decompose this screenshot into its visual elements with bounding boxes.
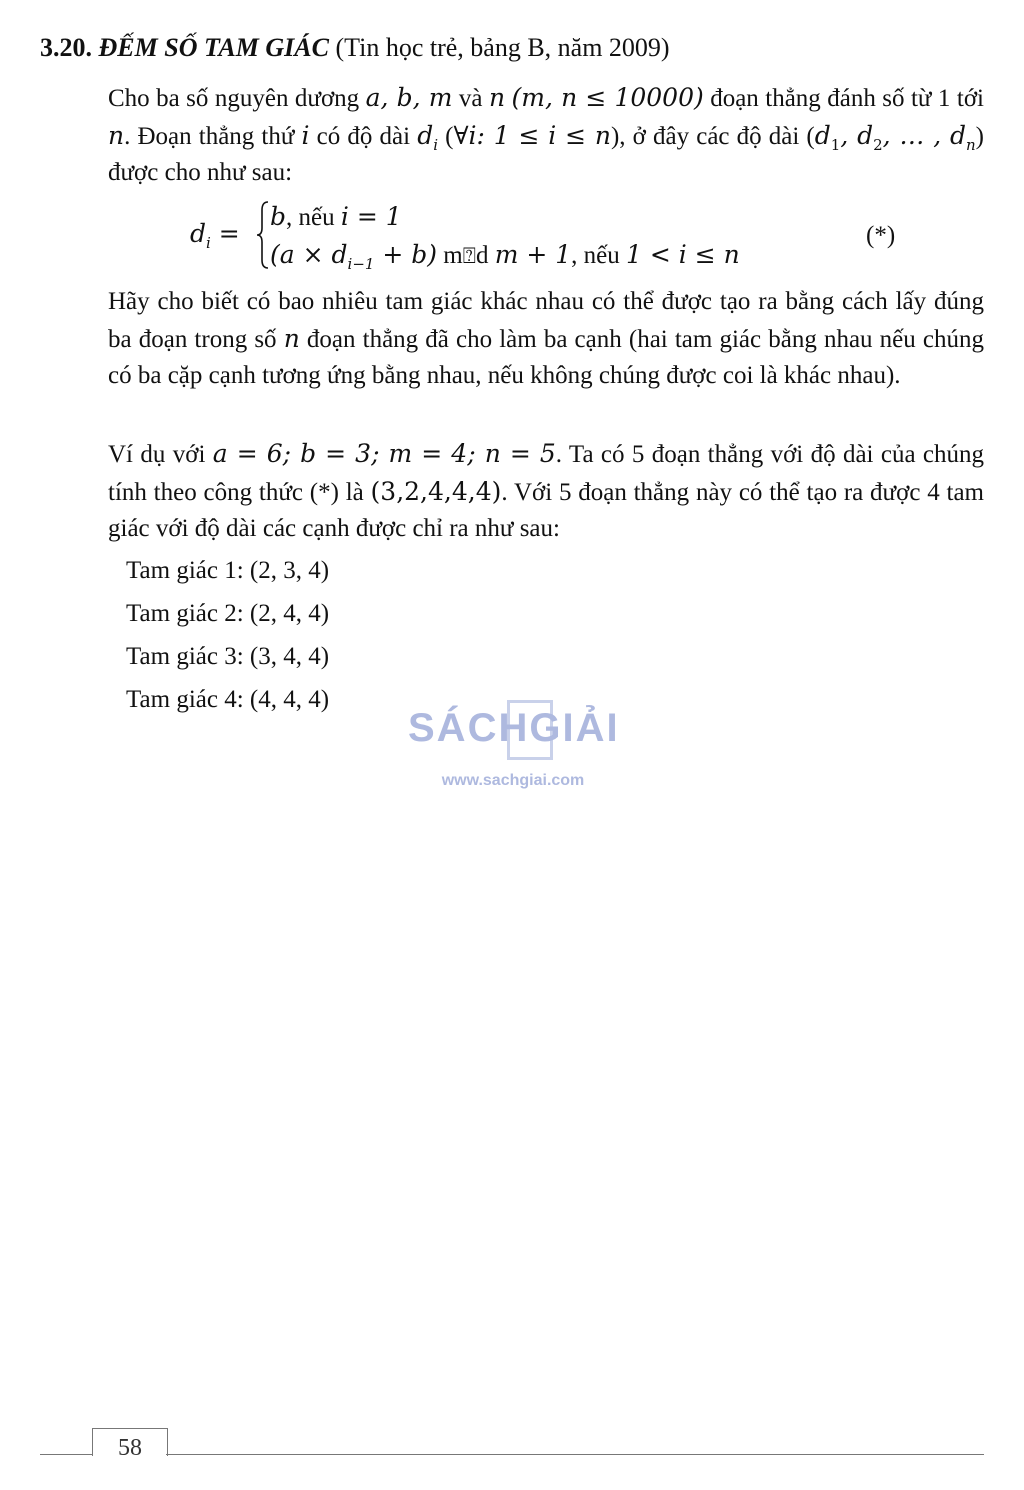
length-formula [190,198,910,278]
footer-rule-left [40,1454,92,1455]
triangle-item: Tam giác 4: (4, 4, 4) [126,686,330,713]
formula-tag: (*) [866,222,896,249]
watermark-url: www.sachgiai.com [441,772,585,789]
problem-statement-paragraph: Cho ba số nguyên dương a, b, m và n (m, n ≤ 10000) đoạn thẳng đánh số từ 1 tới n. Đoạn thẳng thứ i có độ dài $d_i$ (∀i: 1 ≤ i ≤ n), ở đây các độ dài ($d_1$, $d_2$, … , $d_n$) được cho như sau: [108,83,985,186]
question-paragraph: Hãy cho biết có bao nhiêu tam giác khác nhau có thể được tạo ra bằng cách lấy đúng ba đoạn trong số n đoạn thẳng đã cho làm ba cạnh (hai tam giác bằng nhau nếu chúng có ba cặp cạnh tương ứng bằng nhau, nếu không chúng được coi là khác nhau). [108,288,984,389]
watermark-logo: SÁCHGIẢI [408,706,620,750]
watermark [408,700,618,800]
example-paragraph: Ví dụ với a = 6; b = 3; m = 4; n = 5. Ta có 5 đoạn thẳng với độ dài của chúng tính theo công thức (*) là (3,2,4,4,4). Với 5 đoạn thẳng này có thể tạo ra được 4 tam giác với độ dài các cạnh được chỉ ra như sau: [108,439,985,542]
footer-rule-right [166,1454,984,1455]
exercise-number: 3.20. [40,33,92,62]
page-number: 58 [92,1428,168,1456]
exercise-heading [40,30,670,66]
exercise-source: (Tin học trẻ, bảng B, năm 2009) [335,33,670,62]
triangle-item: Tam giác 3: (3, 4, 4) [126,643,330,670]
triangle-item: Tam giác 1: (2, 3, 4) [126,557,330,584]
formula-case-1: b, nếu i = 1 [270,202,402,231]
triangle-item: Tam giác 2: (2, 4, 4) [126,600,330,627]
formula-lhs: $d_i$ = [190,219,240,252]
left-brace-icon [256,200,270,270]
formula-case-2: $(a \times d_{i-1} + b)$ m⍰d m + 1, nếu 1 < i ≤ n [270,240,740,273]
exercise-title: ĐẾM SỐ TAM GIÁC [98,33,329,62]
